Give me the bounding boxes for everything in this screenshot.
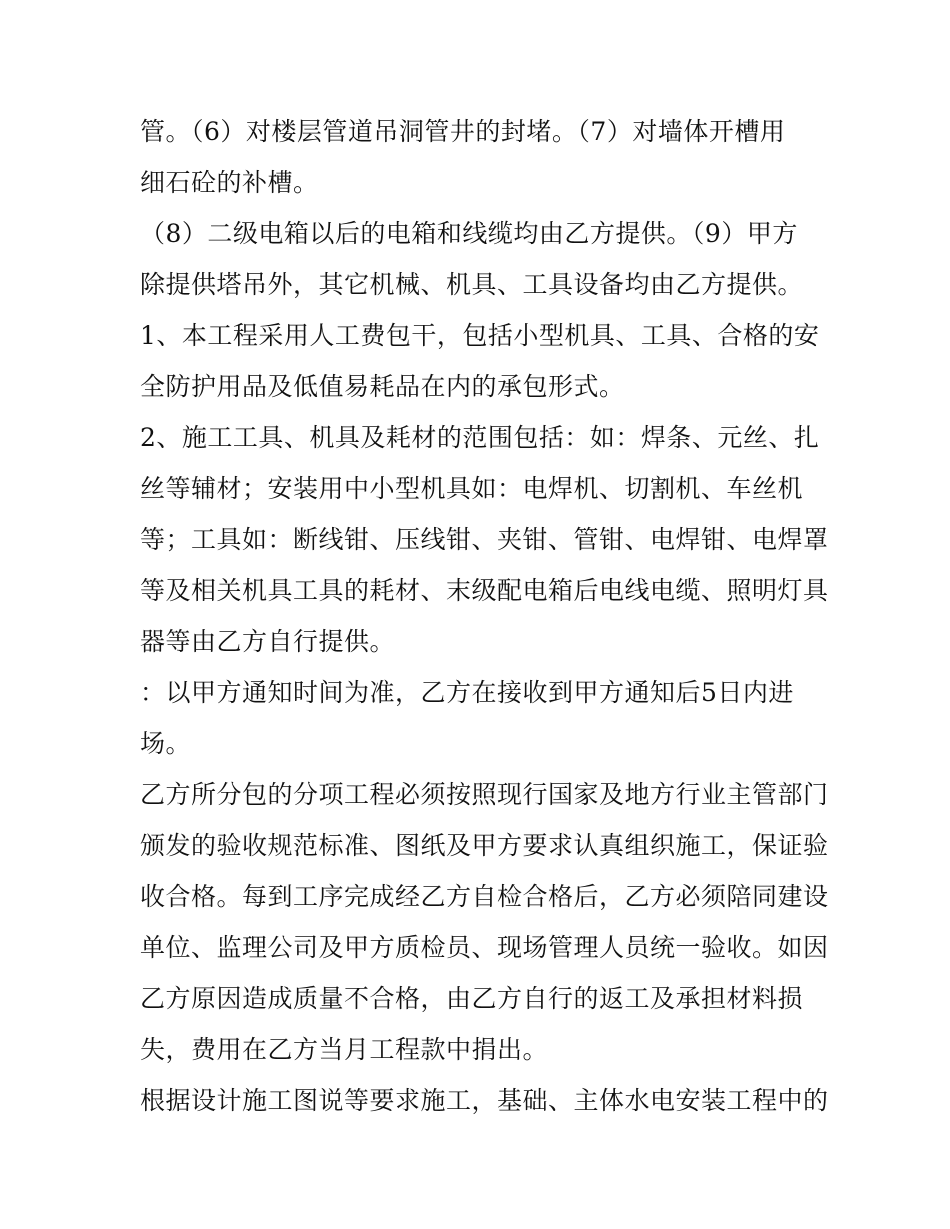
text-line: 1、本工程采用人工费包干，包括小型机具、工具、合格的安 [140, 321, 820, 350]
text-line: 根据设计施工图说等要求施工，基础、主体水电安装工程中的 [140, 1086, 829, 1115]
paragraph [140, 106, 820, 208]
text-line: 丝等辅材；安装用中小型机具如：电焊机、切割机、车丝机 [140, 474, 804, 503]
text-line: （8）二级电箱以后的电箱和线缆均由乙方提供。（9）甲方 [140, 219, 798, 248]
text-line: 2、施工工具、机具及耗材的范围包括：如：焊条、元丝、扎 [140, 423, 820, 452]
text-line: 颁发的验收规范标准、图纸及甲方要求认真组织施工，保证验 [140, 831, 829, 860]
paragraph [140, 1075, 829, 1126]
text-line: 器等由乙方自行提供。 [140, 627, 396, 656]
text-line: 收合格。每到工序完成经乙方自检合格后，乙方必须陪同建设 [140, 882, 829, 911]
text-line: 等及相关机具工具的耗材、末级配电箱后电线电缆、照明灯具 [140, 576, 829, 605]
text-line: 乙方原因造成质量不合格，由乙方自行的返工及承担材料损 [140, 984, 804, 1013]
paragraph [140, 769, 829, 1075]
paragraph [140, 310, 820, 412]
document-body [140, 106, 829, 1126]
paragraph [140, 667, 820, 769]
text-line: 场。 [140, 729, 192, 758]
paragraph [140, 208, 820, 310]
paragraph [140, 412, 829, 667]
text-line: 除提供塔吊外，其它机械、机具、工具设备均由乙方提供。 [140, 270, 804, 299]
text-line: 全防护用品及低值易耗品在内的承包形式。 [140, 372, 625, 401]
text-line: 等；工具如：断线钳、压线钳、夹钳、管钳、电焊钳、电焊罩 [140, 525, 829, 554]
text-line: 乙方所分包的分项工程必须按照现行国家及地方行业主管部门 [140, 780, 829, 809]
text-line: 单位、监理公司及甲方质检员、现场管理人员统一验收。如因 [140, 933, 829, 962]
text-line: 管。（6）对楼层管道吊洞管井的封堵。（7）对墙体开槽用 [140, 117, 786, 146]
text-line: ：以甲方通知时间为准，乙方在接收到甲方通知后5日内进 [140, 678, 794, 707]
text-line: 失，费用在乙方当月工程款中捐出。 [140, 1035, 549, 1064]
text-line: 细石砼的补槽。 [140, 168, 319, 197]
